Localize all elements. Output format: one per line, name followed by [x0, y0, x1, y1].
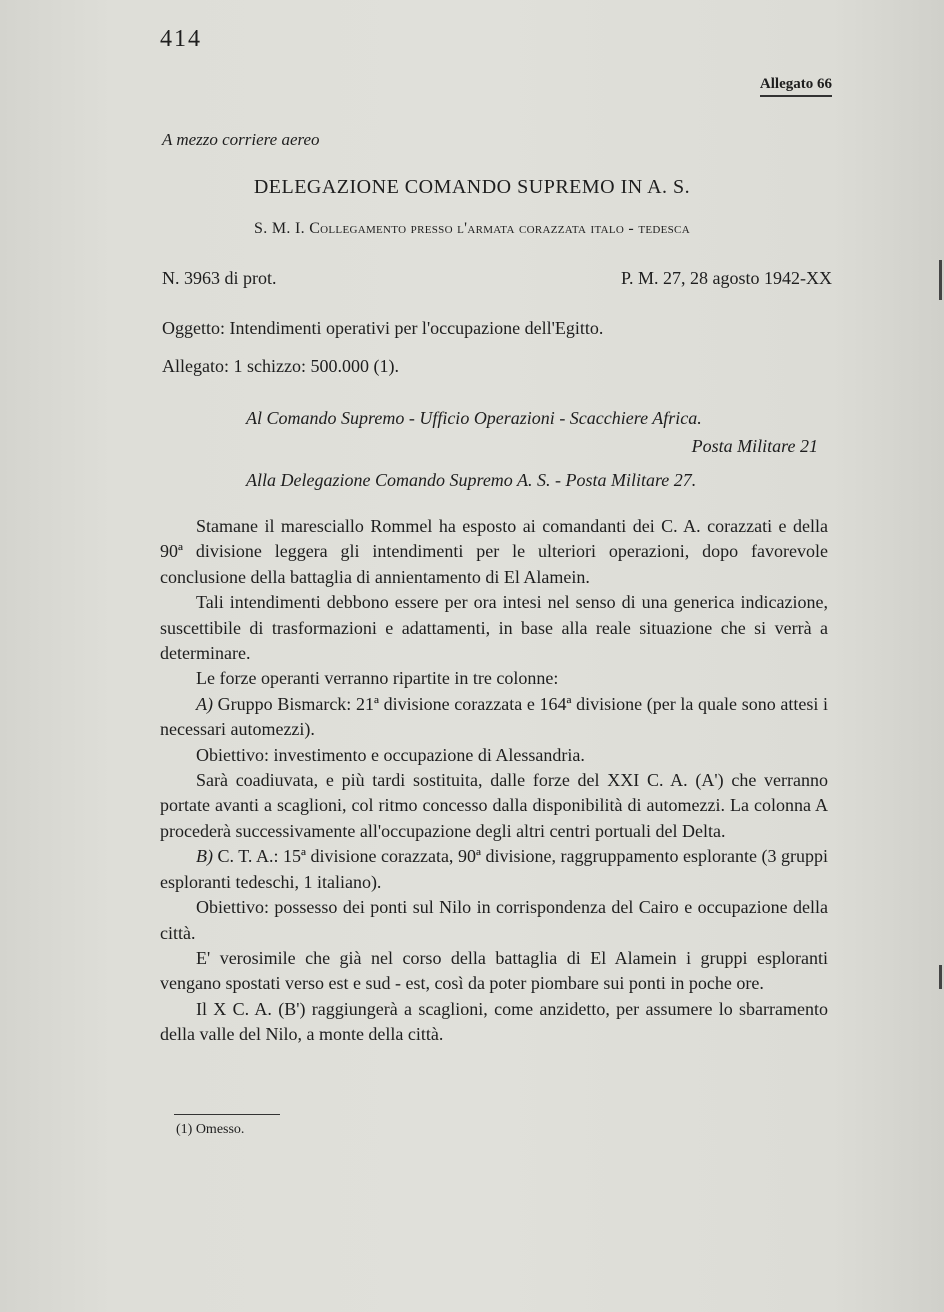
protocol-line [162, 268, 832, 289]
paragraph: E' verosimile che già nel corso della battaglia di El Alamein i gruppi esploranti vengano spostati verso est e sud - est, così da poter piombare sui ponti in poche ore. [160, 947, 828, 994]
paragraph: Le forze operanti verranno ripartite in tre colonne: [196, 668, 559, 689]
protocol-number: N. 3963 di prot. [162, 268, 277, 288]
recipient-2: Alla Delegazione Comando Supremo A. S. - Posta Militare 27. [246, 470, 697, 490]
subject-text: Intendimenti operativi per l'occupazione dell'Egitto. [229, 318, 604, 338]
column-a-letter: A) [196, 693, 213, 714]
recipient-1: Al Comando Supremo - Ufficio Operazioni - Scacchiere Africa. [246, 408, 702, 428]
footnote: (1) Omesso. [176, 1122, 245, 1137]
page-number: 414 [160, 26, 202, 52]
allegato-reference: Allegato 66 [760, 76, 832, 97]
paragraph: Obiettivo: investimento e occupazione di Alessandria. [196, 744, 585, 765]
column-b-text: C. T. A.: 15ª divisione corazzata, 90ª divisione, raggruppamento esplorante (3 gruppi esploranti tedeschi, 1 italiano). [160, 846, 828, 892]
paragraph: Stamane il maresciallo Rommel ha esposto ai comandanti dei C. A. corazzati e della 90ª divisione leggera gli intendimenti per le ulteriori operazioni, dopo favorevole conclusione della battaglia di annientamento di El Alamein. [160, 516, 828, 587]
scan-edge-mark [939, 965, 942, 989]
attachment-text: 1 schizzo: 500.000 (1). [233, 356, 399, 376]
organization-title: DELEGAZIONE COMANDO SUPREMO IN A. S. [253, 176, 691, 198]
column-b-letter: B) [196, 846, 213, 867]
column-b-paragraph [160, 844, 828, 895]
footnote-divider [174, 1114, 280, 1115]
paragraph: Obiettivo: possesso dei ponti sul Nilo in corrispondenza del Cairo e occupazione della città. [160, 897, 828, 943]
paragraph: Sarà coadiuvata, e più tardi sostituita, dalle forze del XXI C. A. (A') che verranno portate avanti a scaglioni, col ritmo concesso dalla disponibilità di automezzi. La colonna A procederà successivamente all'occupazione degli altri centri portuali del Delta. [160, 770, 828, 841]
attachment-label: Allegato: [162, 356, 229, 376]
scan-edge-mark [939, 260, 942, 300]
delivery-method: A mezzo corriere aereo [162, 130, 320, 149]
column-a-paragraph [160, 692, 828, 743]
recipient-1-post: Posta Militare 21 [691, 436, 818, 456]
subject-label: Oggetto: [162, 318, 225, 338]
document-date: P. M. 27, 28 agosto 1942-XX [620, 268, 832, 288]
organization-subtitle: S. M. I. Collegamento presso l'armata corazzata italo - tedesca [254, 220, 690, 237]
subject-line [162, 318, 603, 339]
paragraph: Il X C. A. (B') raggiungerà a scaglioni, come anzidetto, per assumere lo sbarramento della valle del Nilo, a monte della città. [160, 998, 828, 1045]
letter-body [160, 514, 828, 1048]
paragraph: Tali intendimenti debbono essere per ora intesi nel senso di una generica indicazione, suscettibile di trasformazioni e adattamenti, in base alla reale situazione che si verrà a determinare. [160, 592, 828, 664]
attachment-line [162, 356, 399, 377]
column-a-text: Gruppo Bismarck: 21ª divisione corazzata e 164ª divisione (per la quale sono attesi i necessari automezzi). [160, 693, 829, 740]
